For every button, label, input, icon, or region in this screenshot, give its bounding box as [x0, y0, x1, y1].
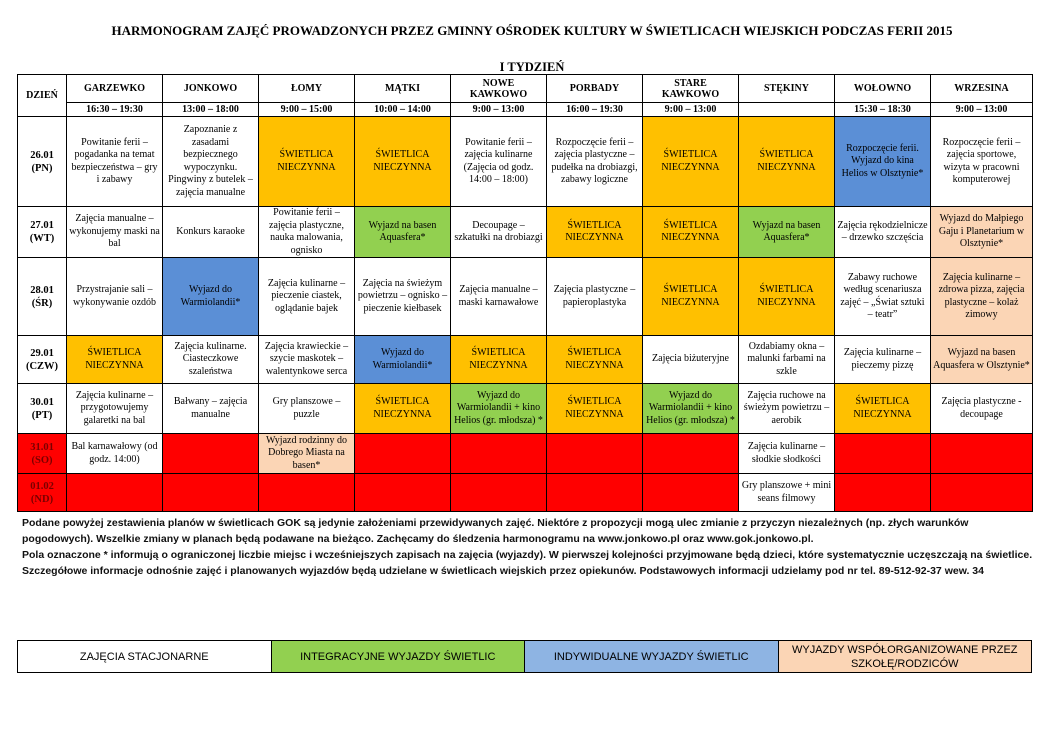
- schedule-cell: ŚWIETLICA NIECZYNNA: [259, 117, 355, 207]
- schedule-cell: Rozpoczęcie ferii. Wyjazd do kina Helios w Olsztynie*: [835, 117, 931, 207]
- day-weekday: (WT): [29, 233, 55, 244]
- col-header-nowe-kawkowo: NOWE KAWKOWO: [451, 75, 547, 103]
- schedule-cell: ŚWIETLICA NIECZYNNA: [739, 117, 835, 207]
- day-cell: [18, 207, 67, 258]
- hours-porbady: 16:00 – 19:30: [547, 103, 643, 117]
- table-row: [18, 258, 1033, 336]
- table-row: [18, 207, 1033, 258]
- schedule-cell: [643, 434, 739, 474]
- day-cell: [18, 474, 67, 512]
- col-header-wrzesina: WRZESINA: [931, 75, 1033, 103]
- schedule-cell: Powitanie ferii – zajęcia kulinarne (Zajęcia od godz. 14:00 – 18:00): [451, 117, 547, 207]
- table-row: [18, 474, 1033, 512]
- schedule-cell: Rozpoczęcie ferii – zajęcia plastyczne – pudełka na drobiazgi, zabawy logiczne: [547, 117, 643, 207]
- schedule-cell: [835, 434, 931, 474]
- schedule-cell: ŚWIETLICA NIECZYNNA: [835, 384, 931, 434]
- schedule-cell: Konkurs karaoke: [163, 207, 259, 258]
- schedule-cell: [451, 434, 547, 474]
- schedule-cell: Wyjazd do Małpiego Gaju i Planetarium w Olsztynie*: [931, 207, 1033, 258]
- day-date: 26.01: [30, 149, 54, 161]
- hours-stare-kawkowo: 9:00 – 13:00: [643, 103, 739, 117]
- schedule-cell: Wyjazd na basen Aquasfera*: [355, 207, 451, 258]
- schedule-cell: Wyjazd na basen Aquasfera w Olsztynie*: [931, 336, 1033, 384]
- schedule-cell: [931, 434, 1033, 474]
- schedule-cell: ŚWIETLICA NIECZYNNA: [355, 384, 451, 434]
- schedule-cell: Przystrajanie sali – wykonywanie ozdób: [67, 258, 163, 336]
- schedule-cell: [67, 474, 163, 512]
- schedule-cell: Zajęcia kulinarne. Ciasteczkowe szaleństwa: [163, 336, 259, 384]
- day-weekday: (ŚR): [31, 297, 53, 309]
- schedule-cell: Wyjazd na basen Aquasfera*: [739, 207, 835, 258]
- schedule-cell: Wyjazd do Warmiolandii*: [355, 336, 451, 384]
- schedule-cell: Zajęcia biżuteryjne: [643, 336, 739, 384]
- schedule-cell: Zajęcia kulinarne – słodkie słodkości: [739, 434, 835, 474]
- notes: [22, 515, 1042, 579]
- header-row: [18, 75, 1033, 103]
- hours-garzewko: 16:30 – 19:30: [67, 103, 163, 117]
- hours-nowe-kawkowo: 9:00 – 13:00: [451, 103, 547, 117]
- legend-individual-trips: INDYWIDUALNE WYJAZDY ŚWIETLIC: [525, 641, 779, 673]
- schedule-cell: Zajęcia ruchowe na świeżym powietrzu – aerobik: [739, 384, 835, 434]
- col-header-garzewko: GARZEWKO: [67, 75, 163, 103]
- schedule-cell: ŚWIETLICA NIECZYNNA: [547, 207, 643, 258]
- hours-stekiny: [739, 103, 835, 117]
- schedule-cell: ŚWIETLICA NIECZYNNA: [547, 336, 643, 384]
- page-title: HARMONOGRAM ZAJĘĆ PROWADZONYCH PRZEZ GMINNY OŚRODEK KULTURY W ŚWIETLICACH WIEJSKICH PODCZAS FERII 2015: [111, 23, 953, 38]
- day-date: 30.01: [30, 396, 54, 408]
- schedule-cell: [931, 474, 1033, 512]
- schedule-cell: Zapoznanie z zasadami bezpiecznego wypoczynku. Pingwiny z butelek – zajęcia manualne: [163, 117, 259, 207]
- legend-stationary: ZAJĘCIA STACJONARNE: [18, 641, 272, 673]
- schedule-cell: ŚWIETLICA NIECZYNNA: [451, 336, 547, 384]
- notes-paragraph-2: Pola oznaczone * informują o ograniczonej liczbie miejsc i wcześniejszych zapisach na zajęcia (wyjazdy). W pierwszej kolejności przyjmowane będą dzieci, które systematycznie uczęszczają na świetlice. Szczegółowe informacje odnośnie zajęć i planowanych wyjazdów będą udzielane w świetlicach wiejskich przez opiekunów. Podstawowych informacji udzielamy pod nr tel. 89-512-92-37 wew. 34: [22, 549, 1033, 577]
- day-header: DZIEŃ: [18, 75, 67, 117]
- hours-wrzesina: 9:00 – 13:00: [931, 103, 1033, 117]
- schedule-cell: Zajęcia kulinarne – pieczemy pizzę: [835, 336, 931, 384]
- schedule-cell: [835, 474, 931, 512]
- schedule-cell: [355, 434, 451, 474]
- schedule-cell: [163, 434, 259, 474]
- day-weekday: (PT): [31, 409, 53, 421]
- day-date: 29.01: [30, 347, 54, 359]
- schedule-cell: ŚWIETLICA NIECZYNNA: [643, 207, 739, 258]
- schedule-cell: [163, 474, 259, 512]
- schedule-cell: Zajęcia rękodzielnicze – drzewko szczęścia: [835, 207, 931, 258]
- day-date: 01.02: [30, 480, 54, 492]
- schedule-cell: Ozdabiamy okna – malunki farbami na szkle: [739, 336, 835, 384]
- schedule-cell: [547, 474, 643, 512]
- schedule-cell: Bałwany – zajęcia manualne: [163, 384, 259, 434]
- legend-integration-trips: INTEGRACYJNE WYJAZDY ŚWIETLIC: [271, 641, 525, 673]
- day-cell: [18, 336, 67, 384]
- day-cell: [18, 434, 67, 474]
- day-cell: [18, 384, 67, 434]
- col-header-matki: MĄTKI: [355, 75, 451, 103]
- col-header-stare-kawkowo: STARE KAWKOWO: [643, 75, 739, 103]
- col-header-porbady: PORBADY: [547, 75, 643, 103]
- schedule-cell: Powitanie ferii – zajęcia plastyczne, nauka malowania, ognisko: [259, 207, 355, 258]
- schedule-cell: ŚWIETLICA NIECZYNNA: [547, 384, 643, 434]
- day-cell: [18, 258, 67, 336]
- schedule-cell: Zajęcia manualne – wykonujemy maski na bal: [67, 207, 163, 258]
- schedule-cell: [355, 474, 451, 512]
- day-weekday: (SO): [31, 454, 53, 466]
- schedule-cell: Zajęcia manualne – maski karnawałowe: [451, 258, 547, 336]
- schedule-cell: Gry planszowe + mini seans filmowy: [739, 474, 835, 512]
- schedule-cell: Zajęcia plastyczne - decoupage: [931, 384, 1033, 434]
- table-row: [18, 336, 1033, 384]
- hours-jonkowo: 13:00 – 18:00: [163, 103, 259, 117]
- hours-row: [18, 103, 1033, 117]
- hours-matki: 10:00 – 14:00: [355, 103, 451, 117]
- schedule-table: [17, 74, 1033, 512]
- schedule-cell: Zajęcia plastyczne – papieroplastyka: [547, 258, 643, 336]
- schedule-cell: Rozpoczęcie ferii – zajęcia sportowe, wizyta w pracowni komputerowej: [931, 117, 1033, 207]
- week-label: I TYDZIEŃ: [499, 60, 565, 74]
- day-weekday: (PN): [31, 162, 53, 174]
- schedule-cell: [451, 474, 547, 512]
- legend-school-parent-trips: WYJAZDY WSPÓŁORGANIZOWANE PRZEZ SZKOŁĘ/RODZICÓW: [778, 641, 1032, 673]
- schedule-cell: Gry planszowe – puzzle: [259, 384, 355, 434]
- col-header-stekiny: STĘKINY: [739, 75, 835, 103]
- schedule-cell: ŚWIETLICA NIECZYNNA: [643, 117, 739, 207]
- schedule-cell: Wyjazd do Warmiolandii + kino Helios (gr. młodsza) *: [451, 384, 547, 434]
- schedule-cell: ŚWIETLICA NIECZYNNA: [67, 336, 163, 384]
- day-date: 27.01: [30, 220, 54, 231]
- schedule-cell: Wyjazd do Warmiolandii + kino Helios (gr. młodsza) *: [643, 384, 739, 434]
- table-row: [18, 117, 1033, 207]
- legend: [17, 640, 1032, 673]
- schedule-cell: Wyjazd do Warmiolandii*: [163, 258, 259, 336]
- schedule-cell: Zajęcia krawieckie – szycie maskotek – walentynkowe serca: [259, 336, 355, 384]
- schedule-cell: ŚWIETLICA NIECZYNNA: [643, 258, 739, 336]
- day-weekday: (CZW): [25, 360, 59, 372]
- schedule-cell: Zajęcia kulinarne – pieczenie ciastek, oglądanie bajek: [259, 258, 355, 336]
- schedule-cell: Zajęcia na świeżym powietrzu – ognisko – pieczenie kiełbasek: [355, 258, 451, 336]
- schedule-cell: [259, 474, 355, 512]
- schedule-body: [18, 75, 1033, 512]
- col-header-lomy: ŁOMY: [259, 75, 355, 103]
- hours-wolowno: 15:30 – 18:30: [835, 103, 931, 117]
- table-row: [18, 384, 1033, 434]
- col-header-wolowno: WOŁOWNO: [835, 75, 931, 103]
- schedule-cell: Zajęcia kulinarne – zdrowa pizza, zajęcia plastyczne – kolaż zimowy: [931, 258, 1033, 336]
- schedule-cell: Zajęcia kulinarne – przygotowujemy galaretki na bal: [67, 384, 163, 434]
- schedule-cell: Wyjazd rodzinny do Dobrego Miasta na basen*: [259, 434, 355, 474]
- schedule-cell: Zabawy ruchowe według scenariusza zajęć – „Świat sztuki – teatr”: [835, 258, 931, 336]
- schedule-cell: [643, 474, 739, 512]
- schedule-cell: Decoupage – szkatułki na drobiazgi: [451, 207, 547, 258]
- schedule-cell: Bal karnawałowy (od godz. 14:00): [67, 434, 163, 474]
- day-date: 28.01: [30, 284, 54, 296]
- notes-paragraph-1: Podane powyżej zestawienia planów w świetlicach GOK są jedynie założeniami przewidywanych zajęć. Niektóre z propozycji mogą ulec zmianie z przyczyn niezależnych (np. złych warunków pogodowych). Wszelkie zmiany w planach będą podawane na bieżąco. Zachęcamy do śledzenia harmonogramu na www.jonkowo.pl oraz www.gok.jonkowo.pl.: [22, 517, 969, 545]
- col-header-jonkowo: JONKOWO: [163, 75, 259, 103]
- hours-lomy: 9:00 – 15:00: [259, 103, 355, 117]
- day-cell: [18, 117, 67, 207]
- schedule-cell: ŚWIETLICA NIECZYNNA: [355, 117, 451, 207]
- day-weekday: (ND): [30, 493, 54, 505]
- schedule-cell: Powitanie ferii – pogadanka na temat bezpieczeństwa – gry i zabawy: [67, 117, 163, 207]
- schedule-cell: ŚWIETLICA NIECZYNNA: [739, 258, 835, 336]
- schedule-cell: [547, 434, 643, 474]
- table-row: [18, 434, 1033, 474]
- day-date: 31.01: [30, 441, 54, 453]
